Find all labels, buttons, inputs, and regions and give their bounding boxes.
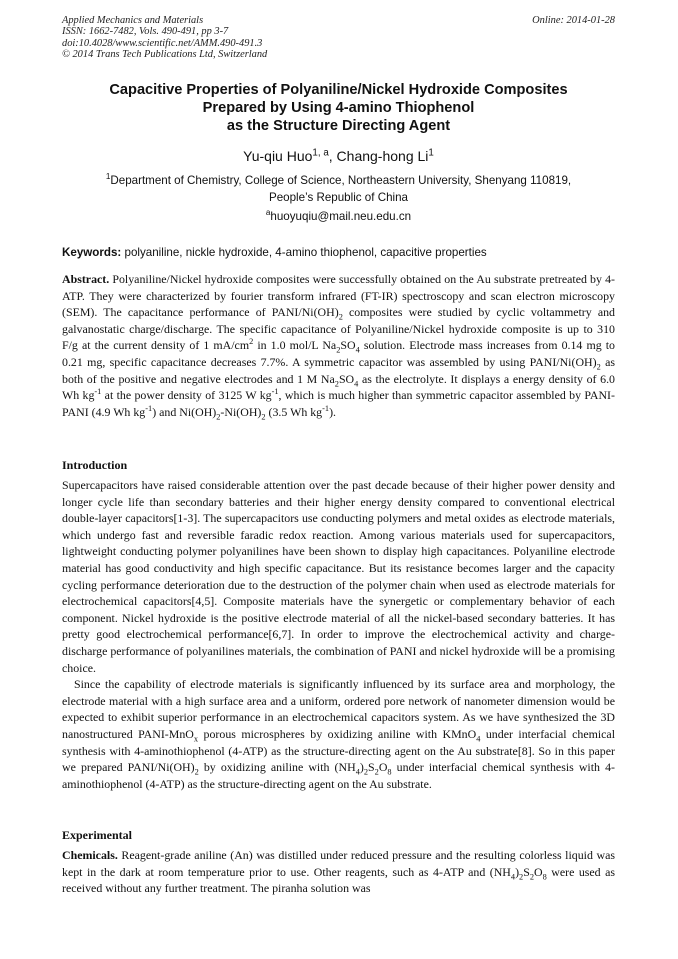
- subscript: 2: [529, 871, 534, 881]
- subscript: 4: [354, 378, 359, 388]
- exp-text: S: [523, 864, 530, 879]
- intro-text: ): [359, 760, 364, 775]
- subscript: x: [193, 734, 199, 744]
- subscript: 2: [336, 345, 341, 355]
- intro-text: by oxidizing aniline with (NH: [198, 760, 356, 775]
- intro-text: S: [368, 760, 375, 775]
- abstract-text: ) and Ni(OH): [152, 404, 217, 419]
- intro-text: Since the capability of electrode materials is significantly influenced by its surface area and morphology, the electrode material with a high surface area and a uniform, ordered pore network of nanometer dimension would be expected to exhibit superior performance in an electrochemical capacitors system. As we have synthesized the 3D nanostructured PANI-MnO: [62, 677, 615, 741]
- abstract-text: ).: [329, 404, 337, 419]
- experimental-heading: Experimental: [62, 828, 132, 842]
- keywords-label: Keywords:: [62, 246, 122, 259]
- author-2-affiliation-mark: 1: [428, 147, 434, 159]
- email-address[interactable]: huoyuqiu@mail.neu.edu.cn: [270, 210, 412, 223]
- subscript: 2: [374, 767, 379, 777]
- abstract-text: SO: [338, 371, 355, 386]
- subscript: 8: [542, 871, 547, 881]
- subscript: 2: [363, 767, 369, 777]
- chemicals-label: Chemicals.: [62, 848, 118, 862]
- abstract-text: SO: [340, 338, 356, 353]
- experimental-body: [62, 847, 615, 897]
- title-line-2: Prepared by Using 4-amino Thiophenol: [202, 100, 475, 116]
- abstract-text: as both of the positive and negative electrodes and 1 M Na: [62, 354, 615, 386]
- exp-text: were used as received without any further treatment. The piranha solution was: [62, 864, 615, 896]
- subscript: 2: [338, 312, 343, 322]
- introduction-paragraph-1: Supercapacitors have raised considerable attention over the past decade because of their higher power density and longer cycle life than secondary batteries and their higher energy density compared to conventional electrical double-layer capacitors[1-3]. The supercapacitors use conducting polymers and metal oxides as electrode materials, which undergo fast and reversible faradic redox reaction. Among various materials used for supercapacitors, lightweight conducting polymer polyanilines have been shown to display high capacitances. Polyaniline electrode material has good conductivity and high specific capacitance. But its resistance becomes larger and the capacity cycling performance deterioration due to the destruction of the polymer chain when used as electrode materials for electrochemical capacitors[4,5]. Composite materials have the synergetic or complementary behavior of each component. Nickel hydroxide is the positive electrode material of all the nickel-based secondary batteries. It has pretty good electrochemical performance[6,7]. In order to improve the electrochemical activity and charge-discharge performance of polyanilines materials, the combination of PANI and nickel hydroxide will be a promising choice.: [62, 478, 615, 675]
- subscript: 2: [519, 871, 524, 881]
- abstract-text: -Ni(OH): [220, 404, 262, 419]
- issn-line: ISSN: 1662-7482, Vols. 490-491, pp 3-7: [62, 26, 229, 38]
- subscript: 2: [194, 767, 199, 777]
- online-date: Online: 2014-01-28: [532, 15, 615, 26]
- superscript: -1: [322, 403, 330, 413]
- superscript: -1: [145, 403, 153, 413]
- abstract-paragraph: [62, 271, 615, 420]
- subscript: 4: [476, 734, 481, 744]
- title-line-1: Capacitive Properties of Polyaniline/Nickel Hydroxide Composites: [109, 82, 568, 98]
- intro-text: O: [378, 760, 388, 775]
- exp-text: O: [534, 864, 543, 879]
- abstract-text: solution. Electrode mass increases from 0.14 mg to 0.21 mg, specific capacitance decreases 7.7%. A symmetric capacitor was assembled by using PANI/Ni(OH): [62, 338, 615, 369]
- introduction-paragraph-2: [62, 676, 615, 792]
- subscript: 4: [355, 767, 360, 777]
- author-separator: ,: [328, 148, 337, 164]
- abstract-text: , which is much higher than symmetric capacitor assembled by PANI-PANI (4.9 Wh kg: [62, 388, 615, 419]
- subscript: 2: [261, 412, 266, 422]
- subscript: 4: [510, 871, 516, 881]
- author-1: Yu-qiu Huo: [243, 148, 313, 164]
- superscript: 2: [249, 337, 254, 347]
- copyright-line: © 2014 Trans Tech Publications Ltd, Switzerland: [62, 48, 268, 60]
- abstract-text: (3.5 Wh kg: [265, 404, 323, 419]
- corresponding-email: [62, 209, 615, 224]
- introduction-body: [62, 477, 615, 792]
- affiliation-line-1: Department of Chemistry, College of Science, Northeastern University, Shenyang 110819,: [110, 174, 572, 187]
- subscript: 2: [334, 378, 339, 388]
- keywords-text: polyaniline, nickle hydroxide, 4-amino thiophenol, capacitive properties: [121, 246, 487, 259]
- exp-text: Reagent-grade aniline (An) was distilled under reduced pressure and the resulting colorless liquid was kept in the dark at room temperature prior to use. Other reagents, such as 4-ATP and (NH: [62, 848, 615, 879]
- paper-title: [62, 81, 615, 135]
- abstract-text: at the power density of 3125 W kg: [101, 388, 272, 403]
- affiliation-line-2: People’s Republic of China: [268, 190, 408, 204]
- abstract-text: as the electrolyte. It displays a energy density of 6.0 Wh kg: [62, 371, 616, 403]
- title-line-3: as the Structure Directing Agent: [226, 118, 451, 134]
- author-1-affiliation-mark: 1, a: [312, 147, 329, 159]
- subscript: 4: [355, 345, 360, 355]
- affiliation: [62, 173, 615, 206]
- abstract: [62, 271, 615, 420]
- affiliation-mark: 1: [105, 172, 111, 182]
- chemicals-paragraph: [62, 847, 615, 897]
- intro-text: under interfacial chemical synthesis with 4-aminothiophenol (4-ATP) as the structure-directing agent on the Au substrate[8]. So in this paper we prepared PANI/Ni(OH): [62, 726, 616, 775]
- subscript: 8: [387, 767, 392, 777]
- email-mark: a: [265, 208, 271, 218]
- intro-text: under interfacial chemical synthesis with 4-aminothiophenol (4-ATP) as the structure-directing agent on the Au substrate.: [62, 760, 615, 791]
- author-2: Chang-hong Li: [336, 148, 429, 164]
- subscript: 2: [596, 362, 601, 372]
- journal-name: Applied Mechanics and Materials: [62, 15, 204, 26]
- doi-line: doi:10.4028/www.scientific.net/AMM.490-491.3: [62, 37, 263, 49]
- intro-text: porous microspheres by oxidizing aniline with KMnO: [198, 726, 477, 741]
- abstract-text: composites were studied by cyclic voltammetry and galvanostatic charge/discharge. The specific capacitance of Polyaniline/Nickel hydroxide composite is up to 310 F/g at the current density of 1 mA/cm: [62, 305, 615, 353]
- exp-text: ): [515, 864, 520, 879]
- abstract-text: Polyaniline/Nickel hydroxide composites were successfully obtained on the Au substrate pretreated by 4-ATP. They were characterized by fourier transform infrared (FT-IR) spectroscopy and scan electron microscopy (SEM). The capacitance performance of PANI/Ni(OH): [62, 272, 615, 320]
- abstract-text: in 1.0 mol/L Na: [253, 338, 337, 353]
- superscript: -1: [271, 387, 279, 397]
- keywords: [62, 245, 615, 260]
- journal-header: [62, 15, 615, 60]
- superscript: -1: [94, 387, 102, 397]
- introduction-heading: Introduction: [62, 458, 128, 472]
- author-list: [62, 147, 615, 165]
- abstract-label: Abstract.: [62, 272, 110, 286]
- subscript: 2: [216, 412, 221, 422]
